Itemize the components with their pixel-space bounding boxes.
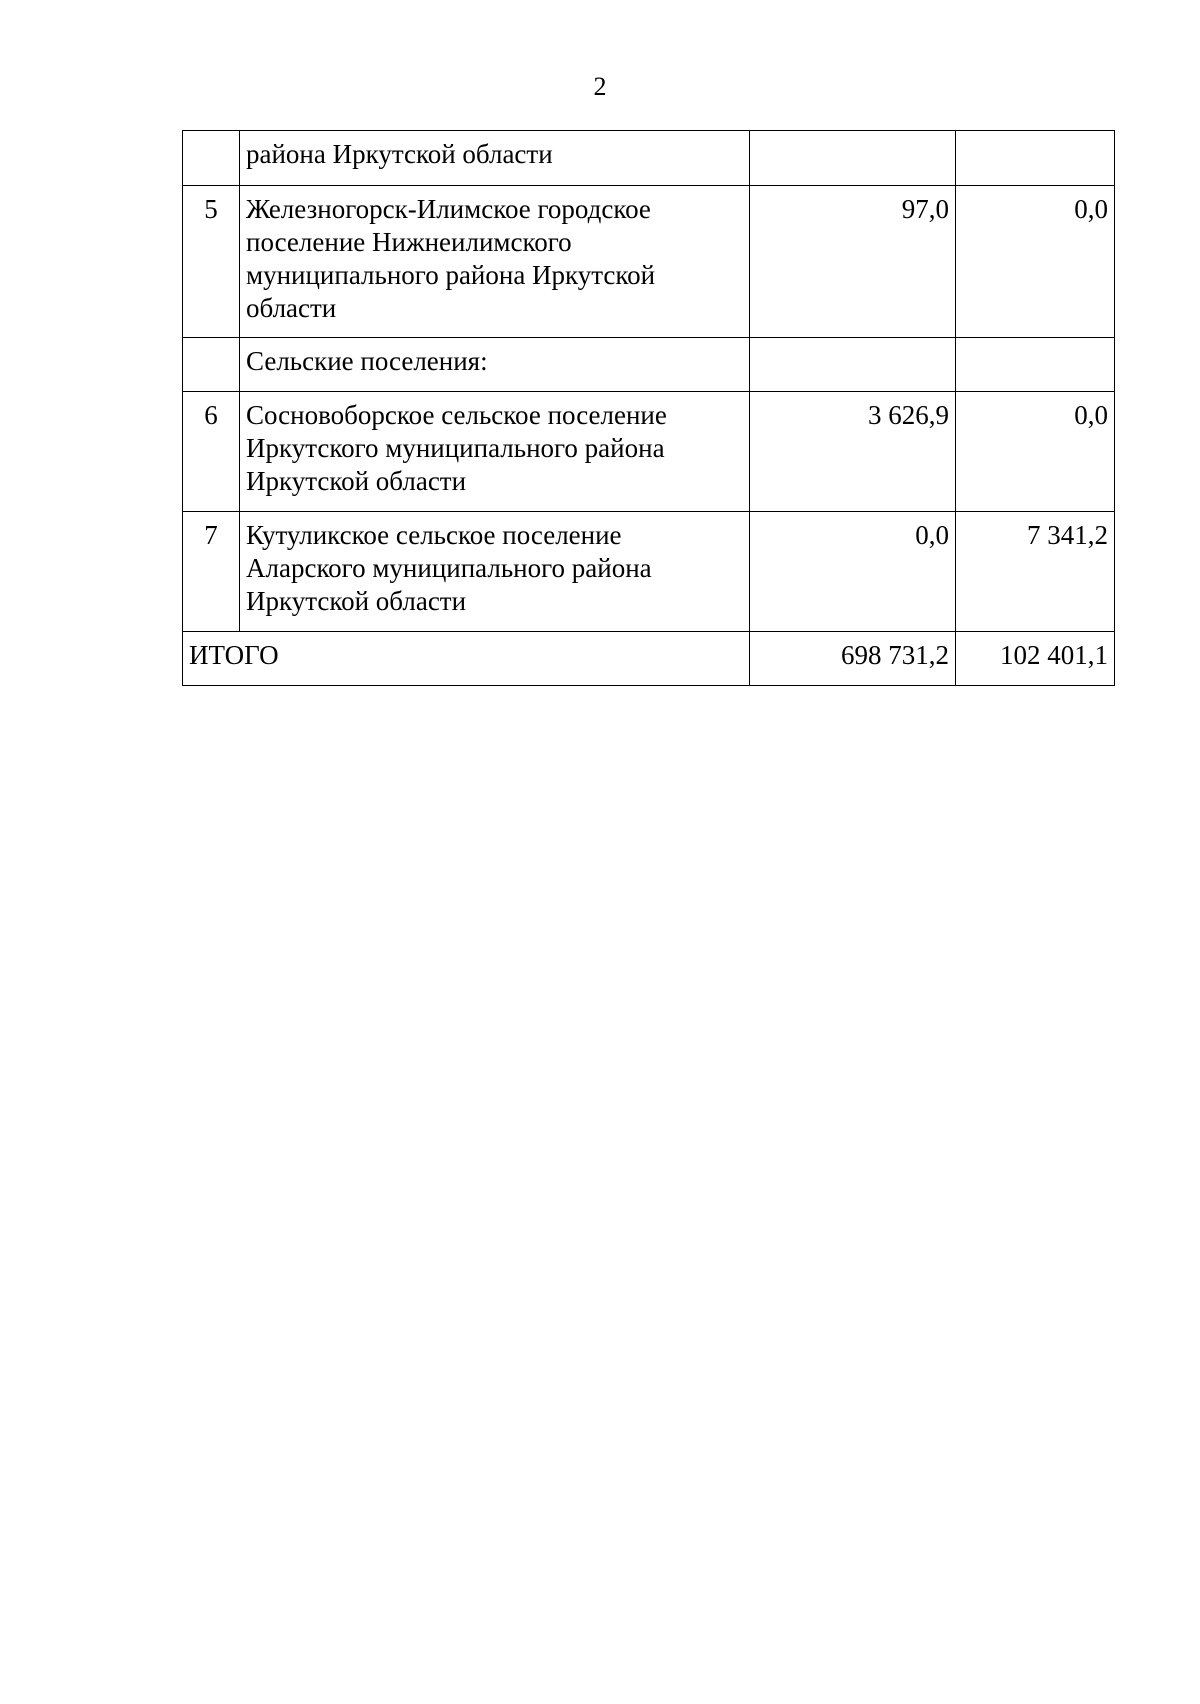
row-number xyxy=(183,131,240,186)
section-label: Сельские поселения: xyxy=(240,338,750,392)
value-col-2 xyxy=(956,338,1115,392)
row-number: 6 xyxy=(183,392,240,512)
value-col-1: 3 626,9 xyxy=(750,392,956,512)
table-row xyxy=(183,186,1115,338)
value-col-2: 7 341,2 xyxy=(956,512,1115,632)
settlement-name: Сосновоборское сельское поселение Иркутского муниципального района Иркутской области xyxy=(240,392,750,512)
value-col-2: 0,0 xyxy=(956,392,1115,512)
value-col-1 xyxy=(750,338,956,392)
value-col-2 xyxy=(956,131,1115,186)
settlements-table xyxy=(182,130,1115,686)
page-number: 2 xyxy=(593,72,607,101)
table-row xyxy=(183,392,1115,512)
row-number xyxy=(183,338,240,392)
value-col-1: 97,0 xyxy=(750,186,956,338)
value-col-1 xyxy=(750,131,956,186)
settlement-name: Кутуликское сельское поселение Аларского муниципального района Иркутской области xyxy=(240,512,750,632)
settlement-name: Железногорск-Илимское городское поселение Нижнеилимского муниципального района Иркутской области xyxy=(240,186,750,338)
value-col-2: 0,0 xyxy=(956,186,1115,338)
section-header-row xyxy=(183,338,1115,392)
total-value-2: 102 401,1 xyxy=(956,632,1115,686)
total-row xyxy=(183,632,1115,686)
settlement-name: района Иркутской области xyxy=(240,131,750,186)
row-number: 7 xyxy=(183,512,240,632)
total-label: ИТОГО xyxy=(183,632,750,686)
total-value-1: 698 731,2 xyxy=(750,632,956,686)
value-col-1: 0,0 xyxy=(750,512,956,632)
row-number: 5 xyxy=(183,186,240,338)
table-row xyxy=(183,512,1115,632)
table-row xyxy=(183,131,1115,186)
